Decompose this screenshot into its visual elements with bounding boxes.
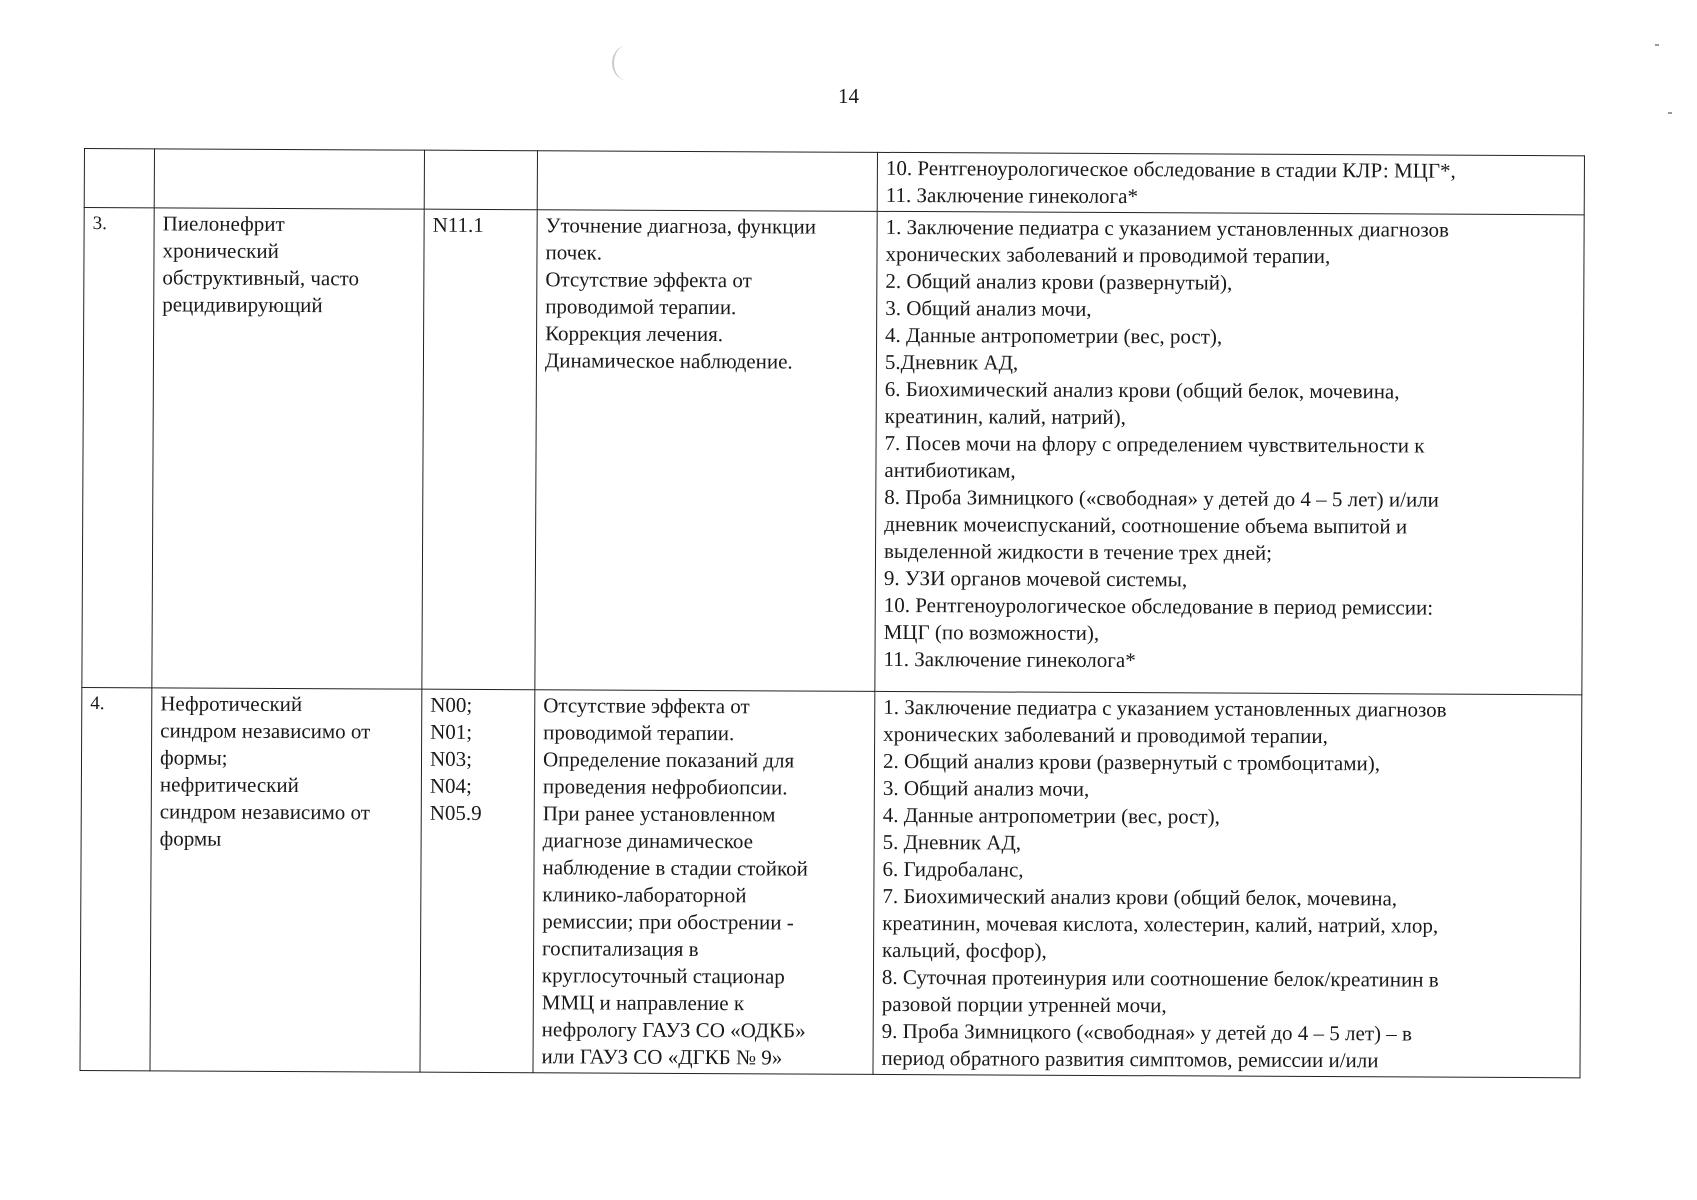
required-document-line: 5.Дневник АД,	[884, 349, 1019, 375]
required-document-line: 6. Гидробаланс,	[882, 856, 1024, 882]
disease-name-line: Пиелонефрит	[162, 211, 285, 236]
referral-goal-line: Динамическое наблюдение.	[544, 348, 793, 374]
required-documents-cell	[873, 691, 1582, 1077]
icd-code-cell	[422, 209, 537, 690]
required-document-line: 2. Общий анализ крови (развернутый с тромбоцитами),	[882, 748, 1381, 776]
required-document-line: 4. Данные антропометрии (вес, рост),	[885, 322, 1223, 349]
referral-goal-line: клинико-лабораторной	[542, 882, 747, 908]
referral-goal-line: Коррекция лечения.	[545, 321, 724, 347]
required-document-line: 3. Общий анализ мочи,	[882, 775, 1090, 801]
icd-code: N05.9	[429, 800, 482, 825]
required-document-line: антибиотикам,	[884, 457, 1016, 483]
required-document-line: 5. Дневник АД,	[882, 829, 1022, 855]
required-document-line: 8. Проба Зимницкого («свободная» у детей до 4 – 5 лет) и/или	[884, 484, 1440, 512]
required-document-line: 9. УЗИ органов мочевой системы,	[883, 565, 1188, 592]
referral-goal-line: ММЦ и направление к	[541, 990, 745, 1016]
required-document-line: 2. Общий анализ крови (развернутый),	[885, 268, 1233, 295]
disease-name-line: формы;	[159, 745, 228, 770]
document-table-wrapper	[79, 148, 1584, 1078]
referral-goal-line: Уточнение диагноза, функции	[545, 213, 817, 239]
referral-goal-line: При ранее установленном	[542, 801, 776, 827]
disease-name-line: хронический	[162, 238, 279, 263]
required-documents-cell	[875, 211, 1584, 694]
required-document-line: выделенной жидкости в течение трех дней;	[883, 538, 1273, 565]
icd-code: N01;	[430, 719, 473, 744]
scan-artifact	[1655, 44, 1659, 46]
row-number: 3.	[92, 213, 107, 235]
disease-name-line: синдром независимо от	[159, 799, 371, 825]
required-document-line: хронических заболеваний и проводимой терапии,	[885, 241, 1331, 269]
required-document-line: 9. Проба Зимницкого («свободная» у детей до 4 – 5 лет) – в	[881, 1018, 1413, 1046]
required-documents-cell	[877, 152, 1584, 214]
required-document-line: МЦГ (по возможности),	[883, 619, 1100, 645]
required-document-line: креатинин, мочевая кислота, холестерин, калий, натрий, хлор,	[882, 910, 1439, 938]
required-document-line: 7. Биохимический анализ крови (общий белок, мочевина,	[882, 883, 1398, 911]
required-document-line: 6. Биохимический анализ крови (общий белок, мочевина,	[884, 376, 1400, 404]
referral-goal-line: Определение показаний для	[542, 747, 795, 773]
required-document-line: 3. Общий анализ мочи,	[885, 295, 1092, 321]
required-document-line: 7. Посев мочи на флору с определением чувствительности к	[884, 430, 1425, 458]
required-document-line: период обратного развития симптомов, ремиссии и/или	[881, 1045, 1379, 1073]
disease-name-line: синдром независимо от	[160, 718, 371, 744]
disease-name-line: нефритический	[159, 772, 299, 798]
referral-goal-line: или ГАУЗ СО «ДГКБ № 9»	[541, 1044, 783, 1070]
disease-name-cell	[150, 688, 422, 1072]
referral-goal-line: проведения нефробиопсии.	[542, 774, 788, 800]
disease-name-line: обструктивный, часто	[162, 265, 360, 291]
referral-goal-line: почек.	[545, 240, 603, 265]
referral-goal-line: наблюдение в стадии стойкой	[542, 855, 808, 881]
icd-code: N00;	[430, 692, 473, 717]
required-document-line: креатинин, калий, натрий),	[884, 403, 1126, 430]
icd-code: N04;	[429, 773, 472, 798]
row-number-cell	[82, 208, 154, 688]
referral-goal-line: круглосуточный стационар	[541, 963, 785, 989]
disease-name-cell	[154, 149, 424, 209]
referral-goal-line: проводимой терапии.	[543, 720, 735, 746]
icd-code-cell	[424, 150, 537, 210]
required-document-line: дневник мочеиспусканий, соотношение объема выпитой и	[884, 511, 1408, 539]
referral-goal-line: проводимой терапии.	[545, 294, 737, 320]
row-number-cell	[84, 149, 154, 208]
row-number-cell	[80, 687, 152, 1070]
referral-goal-cell	[535, 210, 877, 692]
scan-artifact	[612, 46, 640, 80]
disease-name-line: рецидивирующий	[162, 292, 323, 318]
referral-goal-line: Отсутствие эффекта от	[545, 267, 752, 293]
referral-goal-line: госпитализация в	[542, 936, 699, 962]
required-document-line: 11. Заключение гинеколога*	[885, 182, 1139, 209]
table-row	[84, 149, 1584, 215]
scan-artifact	[1668, 112, 1672, 114]
table-row	[80, 687, 1582, 1077]
disease-name-line: Нефротический	[160, 691, 303, 717]
document-table	[79, 148, 1584, 1078]
icd-code: N11.1	[432, 212, 484, 237]
required-document-line: 4. Данные антропометрии (вес, рост),	[882, 802, 1220, 829]
disease-name-cell	[152, 208, 424, 689]
referral-goal-cell	[537, 151, 877, 212]
required-document-line: 1. Заключение педиатра с указанием установленных диагнозов	[883, 694, 1447, 722]
required-document-line: разовой порции утренней мочи,	[881, 991, 1167, 1018]
required-document-line: кальций, фосфор),	[882, 937, 1047, 963]
referral-goal-line: нефрологу ГАУЗ СО «ОДКБ»	[541, 1017, 806, 1043]
required-document-line: 10. Рентгеноурологическое обследование в стадии КЛР: МЦГ*,	[885, 155, 1456, 183]
referral-goal-line: диагнозе динамическое	[542, 828, 754, 854]
referral-goal-cell	[533, 690, 875, 1075]
table-body	[80, 149, 1584, 1078]
icd-code: N03;	[429, 746, 473, 771]
row-number: 4.	[90, 693, 105, 715]
referral-goal-line: ремиссии; при обострении -	[542, 909, 794, 935]
disease-name-line: формы	[159, 826, 222, 851]
page-number: 14	[838, 84, 859, 108]
table-row	[82, 208, 1584, 695]
referral-goal-line: Отсутствие эффекта от	[543, 693, 750, 719]
required-document-line: 8. Суточная протеинурия или соотношение белок/креатинин в	[881, 964, 1439, 992]
required-document-line: 10. Рентгеноурологическое обследование в период ремиссии:	[883, 592, 1434, 620]
required-document-line: хронических заболеваний и проводимой терапии,	[883, 721, 1328, 749]
required-document-line: 1. Заключение педиатра с указанием установленных диагнозов	[885, 214, 1450, 242]
required-document-line: 11. Заключение гинеколога*	[883, 646, 1136, 673]
icd-code-cell	[420, 689, 535, 1073]
